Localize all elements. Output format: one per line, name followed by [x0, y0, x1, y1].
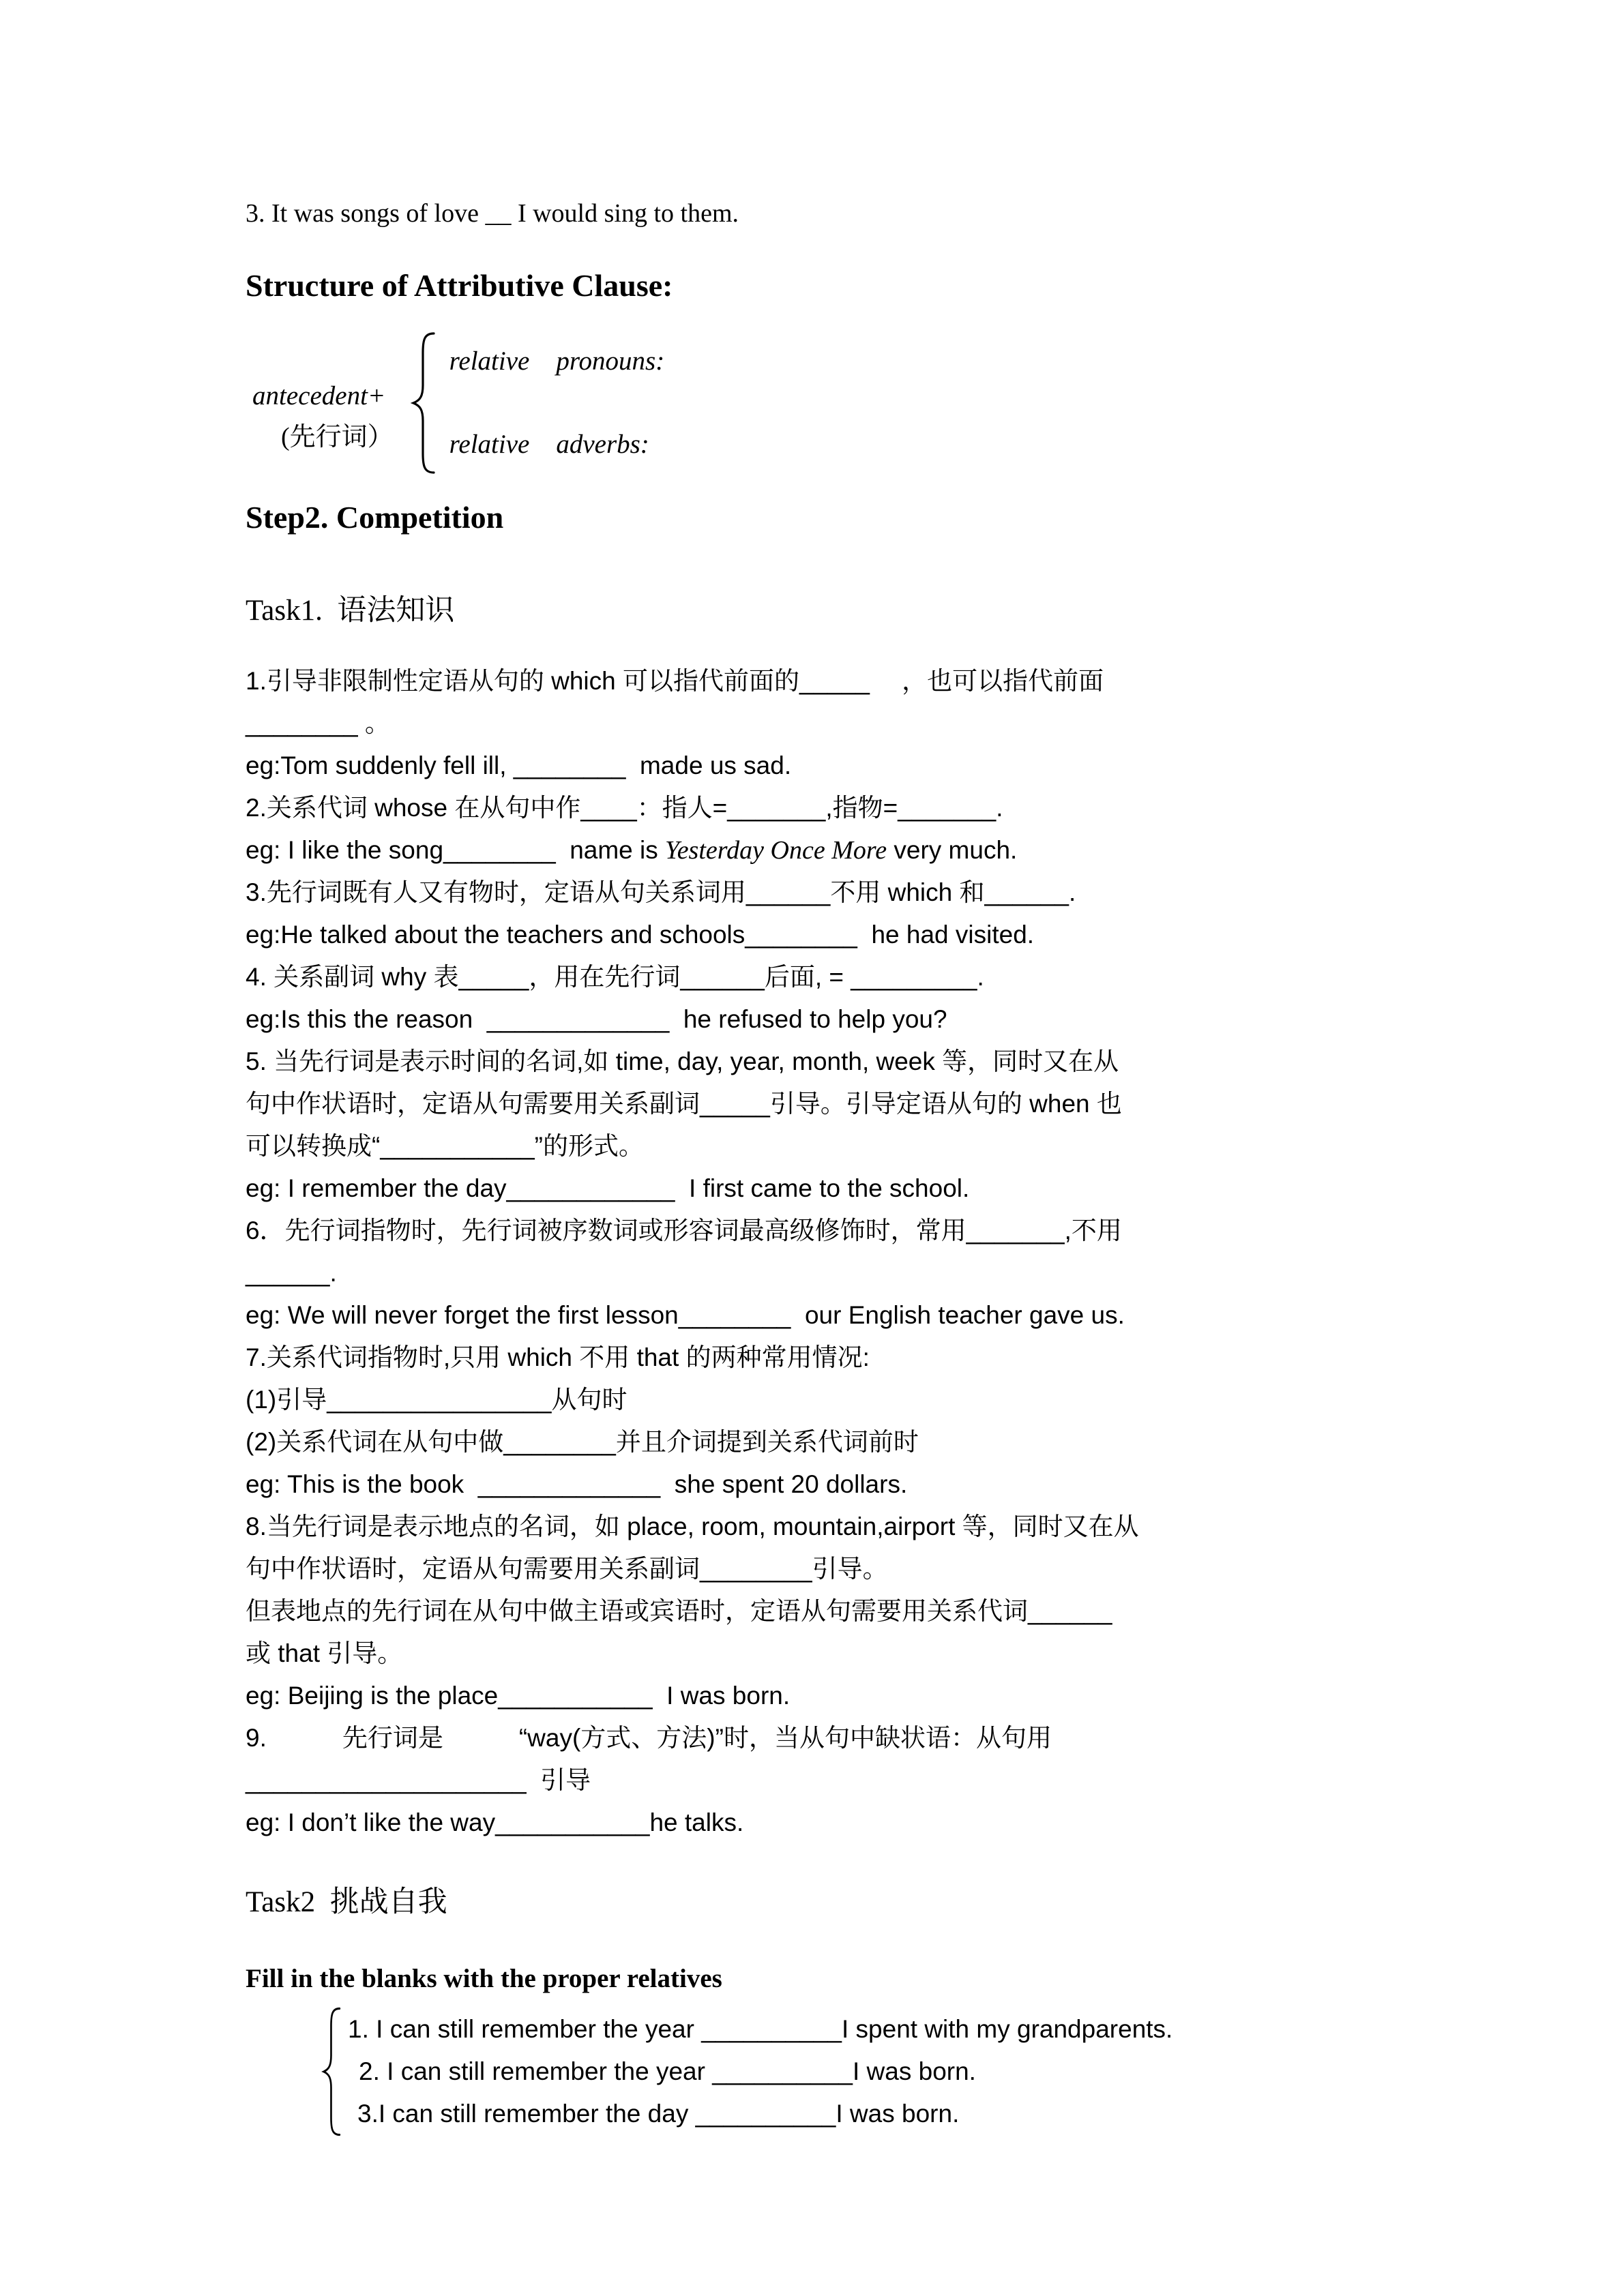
worksheet-line: 3.先行词既有人又有物时，定语从句关系词用______不用 which 和______.	[246, 878, 1076, 906]
worksheet-line: 句中作状语时，定语从句需要用关系副词________引导。	[246, 1555, 888, 1583]
worksheet-line-song	[246, 829, 1426, 871]
worksheet-line: 句中作状语时，定语从句需要用关系副词_____引导。引导定语从句的 when 也	[246, 1090, 1122, 1118]
worksheet-line: eg: Beijing is the place___________ I was born.	[246, 1682, 791, 1710]
task1-title: Task1. 语法知识	[246, 595, 455, 627]
worksheet-line: (1)引导________________从句时	[246, 1386, 628, 1414]
task2-item: 2. I can still remember the year __________I was born.	[359, 2057, 976, 2085]
step2-heading: Step2. Competition	[246, 500, 504, 535]
worksheet-line: ____________________ 引导	[246, 1766, 591, 1794]
worksheet-line: eg: I remember the day____________ I first came to the school.	[246, 1174, 970, 1202]
relative-pronouns-label: relative pronouns:	[449, 346, 665, 376]
worksheet-line: 5. 当先行词是表示时间的名词,如 time, day, year, month, week 等，同时又在从	[246, 1047, 1119, 1075]
worksheet-line: 4. 关系副词 why 表_____，用在先行词______后面, = _________.	[246, 963, 984, 991]
worksheet-line: eg: This is the book _____________ she spent 20 dollars.	[246, 1470, 908, 1498]
task2-items	[348, 2008, 1172, 2135]
brace-glyph	[409, 329, 440, 477]
antecedent-chinese-label: (先行词）	[281, 423, 394, 451]
worksheet-line: eg:He talked about the teachers and schools________ he had visited.	[246, 921, 1035, 949]
antecedent-column	[252, 376, 394, 458]
song-line-post: very much.	[887, 836, 1018, 864]
antecedent-label: antecedent+	[252, 381, 386, 411]
worksheet-line: 可以转换成“___________”的形式。	[246, 1132, 644, 1160]
worksheet-line: 9. 先行词是 “way(方式、方法)”时，当从句中缺状语：从句用	[246, 1724, 1052, 1752]
worksheet-line: eg:Is this the reason _____________ he refused to help you?	[246, 1005, 947, 1033]
task2-left-brace-icon	[321, 2005, 344, 2138]
worksheet-line: 7.关系代词指物时,只用 which 不用 that 的两种常用情况:	[246, 1343, 870, 1371]
attributive-structure-diagram	[252, 325, 1426, 481]
fill-blanks-heading: Fill in the blanks with the proper relatives	[246, 1964, 722, 1993]
left-brace-icon	[409, 329, 440, 477]
task2-item: 1. I can still remember the year __________I spent with my grandparents.	[348, 2015, 1173, 2043]
task1-body	[246, 660, 1426, 1844]
relative-words-column	[449, 341, 665, 465]
worksheet-line: eg: We will never forget the first lesson________ our English teacher gave us.	[246, 1301, 1125, 1329]
worksheet-line: eg:Tom suddenly fell ill, ________ made us sad.	[246, 751, 792, 779]
worksheet-line: 2.关系代词 whose 在从句中作____：指人=_______,指物=_______.	[246, 794, 1003, 822]
relative-adverbs-label: relative adverbs:	[449, 430, 649, 459]
brace-glyph	[321, 2005, 344, 2138]
worksheet-line: ______.	[246, 1259, 337, 1287]
worksheet-line: 但表地点的先行词在从句中做主语或宾语时，定语从句需要用关系代词______	[246, 1597, 1112, 1625]
worksheet-line: eg: I don’t like the way___________he talks.	[246, 1808, 744, 1836]
task2-item: 3.I can still remember the day __________I was born.	[357, 2100, 960, 2128]
task2-title: Task2 挑战自我	[246, 1886, 447, 1918]
worksheet-line: (2)关系代词在从句中做________并且介词提到关系代词前时	[246, 1428, 919, 1456]
task2-exercise-block	[321, 2005, 1426, 2138]
song-line-pre: eg: I like the song________ name is	[246, 836, 666, 864]
worksheet-line: 1.引导非限制性定语从句的 which 可以指代前面的_____ ，也可以指代前面	[246, 667, 1104, 695]
worksheet-line: ________ 。	[246, 709, 390, 737]
worksheet-line: 8.当先行词是表示地点的名词，如 place, room, mountain,airport 等，同时又在从	[246, 1512, 1139, 1540]
song-title-italic: Yesterday Once More	[665, 836, 887, 865]
intro-sentence: 3. It was songs of love __ I would sing to them.	[246, 199, 739, 228]
worksheet-line: 或 that 引导。	[246, 1639, 403, 1667]
worksheet-line: 6．先行词指物时，先行词被序数词或形容词最高级修饰时，常用_______,不用	[246, 1217, 1122, 1244]
structure-heading: Structure of Attributive Clause:	[246, 268, 673, 303]
